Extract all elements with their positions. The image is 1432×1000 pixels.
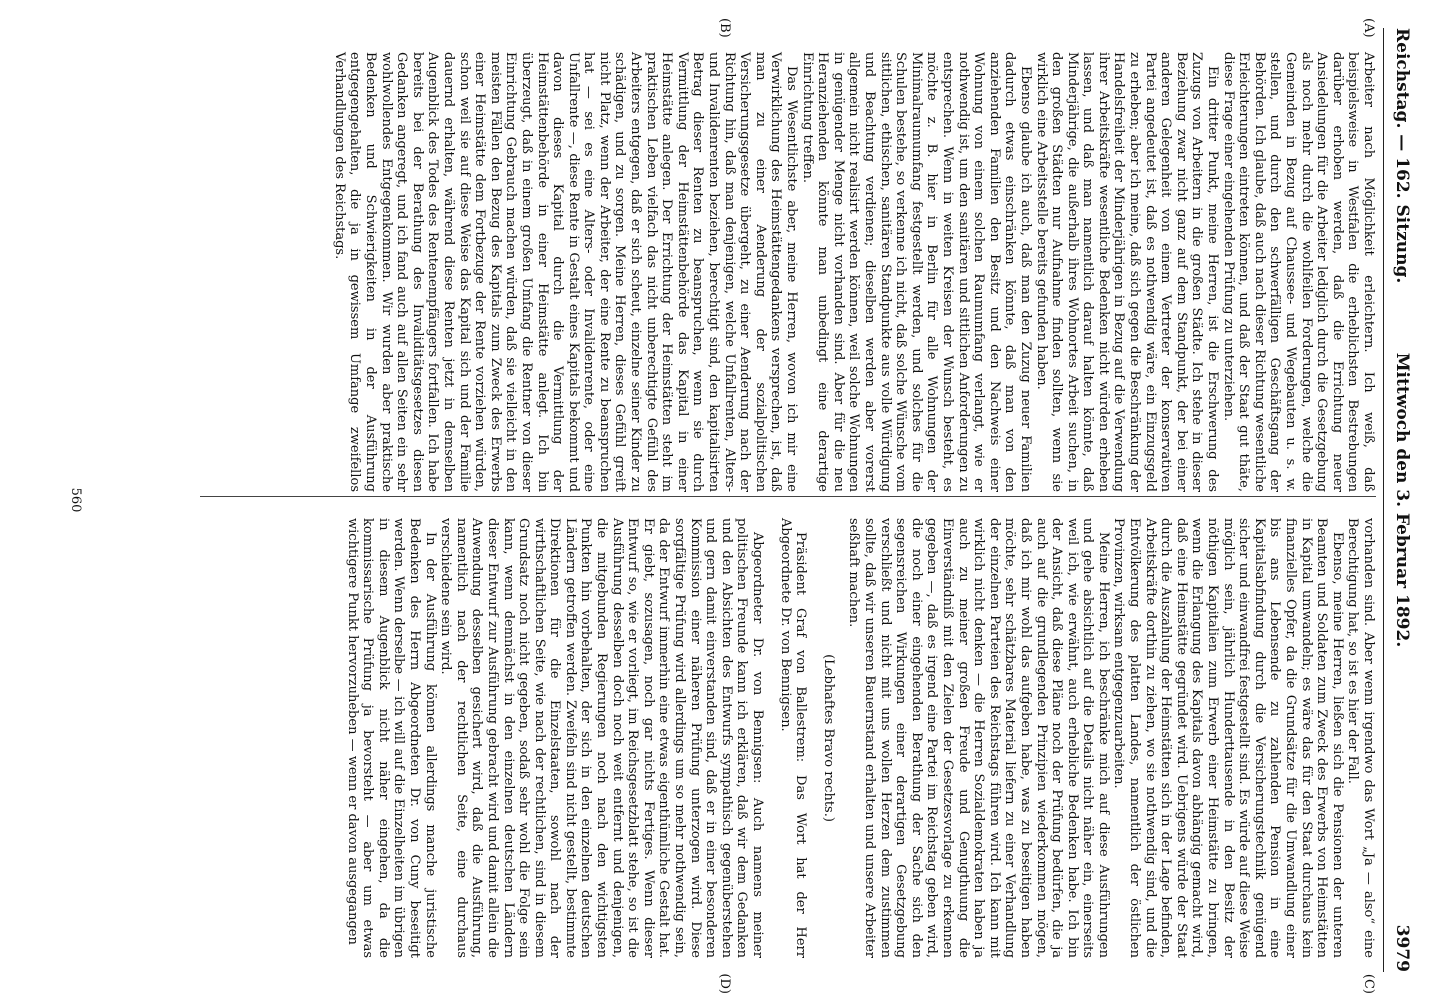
left-paragraph: Ein dritter Punkt, meine Herren, ist die Erschwerung des Zuzugs von Arbeitern in die großen Städte. Ich stehe in dieser Beziehung zwar nicht ganz auf dem Standpunkt, der bei einer anderen Gelegenheit von einem Vertreter der konservativen Partei angedeutet ist, daß es nothwendig wäre, ein Einzugsgeld zu erheben; aber ich meine, daß sich gegen die Beschränkung der Handelsfreiheit der Minderjährigen in Bezug auf die Verwendung ihrer Arbeitskräfte wesentliche Bedenken nicht würden erheben lassen, und daß man namentlich darauf halten könnte, daß Minderjährige, die außerhalb ihres Wohnortes Arbeit suchen, in den großen Städten nur Aufnahme finden sollten, wenn sie wirklich eine Arbeitsstelle bereits gefunden haben. (1033, 52, 1221, 492)
left-paragraph: Ebenso glaube ich auch, daß man den Zuzug neuer Familien dadurch etwas einschränken könnte, daß man von den anziehenden Familien den Besitz und den Nachweis einer Wohnung von einem solchen Raumumfang verlangt, wie er nothwendig ist, um den sanitären und sittlichen Anforderungen zu entsprechen. Wenn in weiten Kreisen der Wunsch besteht, es möchte z. B. hier in Berlin für alle Wohnungen der Minimalraumumfang festgestellt werden, und solches für die Schulen bestehe, so verkenne ich nicht, daß solche Wünsche vom sittlichen, ethischen, sanitären Standpunkte aus volle Würdigung und Beachtung verdienen; dieselben werden aber vorerst allgemein nicht realisirt werden können, weil solche Wohnungen in genügender Menge nicht vorhanden sind. Aber für die neu Heranziehenden könnte man unbedingt eine derartige Einrichtung treffen. (799, 52, 1033, 492)
footer-page-number: 560 (68, 487, 83, 513)
margin-mark-b: (B) (717, 18, 732, 38)
right-paragraph: Meine Herren, ich beschränke mich auf diese Ausführungen und gehe absichtlich auf die Details nicht näher ein, einerseits weil ich, wie erwähnt, auch erhebliche Bedenken habe. Ich bin der Ansicht, daß diese Pläne noch der Prüfung bedürfen, die ja auch auf die grundlegenden Prinzipien wiederkommen mögen, daß ich mir wohl das aufgeben habe, was zu beseitigen haben möchte, sehr schätzbares Material liefern zu einer Verhandlung der einzelnen Parteien des Reichstags führen wird. Ich kann mit wirklich nicht denken — die Herren Sozialdemokraten haben ja auch zu meiner großen Freude und Genugthuung die Einverständniß mit den Zielen der Gesetzesvorlage zu erkennen gegeben —, daß es irgend eine Partei im Reichstag geben wird, die noch einer eingehenden Berathung der Sache sich den segensreichen Wirkungen einer derartigen Gesetzgebung verschließt und nicht mit uns wollen Herzen dem zustimmen sollte, daß wir unseren Bauernstand erhalten und unsere Arbeiter seßhaft machen. (846, 518, 1111, 958)
right-paragraph: In der Ausführung können allerdings manche juristische Bedenken des Herrn Abgeordneten Dr. von Cuny beseitigt werden. Wenn derselbe — ich will auf die Einzelheiten im übrigen in diesem Augenblick nicht näher eingehen, da die kommissarische Prüfung ja bevorsteht — aber um etwas wichtigere Punkt hervorzuheben — wenn er davon ausgegangen (344, 518, 438, 958)
header-date: Mittwoch den 3. Februar 1892. (1392, 352, 1412, 648)
right-paragraph: vorhanden sind. Aber wenn irgendwo das Wort „Ja — also“ eine Berechtigung hat, so ist es hier der Fall. (1345, 518, 1376, 958)
left-paragraph: Arbeiter nach Möglichkeit erleichtern. Ich weiß, daß beispielsweise in Westfalen die erheblichsten Bestrebungen darüber erhoben werden, daß die Errichtung neuer Ansiedelungen für die Arbeiter lediglich durch die Gesetzgebung als noch mehr durch die wohlfeilen Forderungen, welche die Gemeinden in Bezug auf Chaussee- und Wegebauten u. s. w. stellen, und durch den schwerfälligen Geschäftsgang der Behörden. Ich glaube, daß auch nach dieser Richtung wesentliche Erleichterungen eintreten können, und daß der Staat gut thäte, diese Frage einer eingehenden Prüfung zu unterziehen. (1220, 52, 1376, 492)
president-statement: Präsident Graf von Ballestrem: Das Wort hat der Herr Abgeordnete Dr. von Bennigsen. (777, 518, 809, 958)
left-paragraph: Das Wesentlichste aber, meine Herren, wovon ich mir eine Verwirklichung des Heimstättengedankens versprechen, ist, daß man zu einer Aenderung der sozialpolitischen Versicherungsgesetze übergeht, zu einer Aenderung nach der Richtung hin, daß man denjenigen, welche Unfallrenten, Alters- und Invalidenrenten beziehen, berechtigt sind, den kapitalisirten Betrag dieser Renten zu beanspruchen, wenn sie durch Vermittlung der Heimstättenbehörde das Kapital in einer Heimstätte anlegen. Der Errichtung der Heimstätten steht im praktischen Leben vielfach das nicht unberechtigte Gefühl des Arbeiters entgegen, daß er sich scheut, einzelne seiner Kinder zu schädigen, und zu sorgen. Meine Herren, dieses Gefühl greift nicht Platz, wenn der Arbeiter, der eine Rente zu beanspruchen hat — sei es eine Alters- oder Invalidenrente, oder eine Unfallrente —, diese Rente in Gestalt eines Kapitals bekommt und davon dieses Kapital durch die Vermittlung der Heimstättenbehörde in einer Heimstätte anlegt. Ich bin überzeugt, daß in einem großen Umfang die Rentner von dieser Einrichtung Gebrauch machen würden, daß sie vielleicht in den meisten Fällen den Bezug des Kapitals zum Zweck des Erwerbs einer Heimstätte dem Fortbezuge der Rente vorziehen würden, schon weil sie auf diese Weise das Kapital sich und der Familie dauernd erhalten, während diese Renten jetzt in demselben Augenblick des Todes des Rentenempfängers fortfallen. Ich habe bereits bei der Berathung des Invaliditätsgesetzes diesen Gedanken angeregt, und ich fand auch auf allen Seiten ein sehr wohlwollendes Entgegenkommen. Wir wurden aber praktische Bedenken und Schwierigkeiten in der Ausführung entgegengehalten, die ja in gewissem Umfange zweifellos Verhandlungen des Reichstags. (331, 52, 800, 492)
header-rule (1383, 28, 1384, 972)
header-session: Reichstag. — 162. Sitzung. (1392, 28, 1412, 284)
margin-mark-a: (A) (1361, 18, 1376, 38)
column-divider (200, 496, 1376, 497)
margin-mark-d: (D) (717, 973, 732, 994)
header-page-number: 3979 (1392, 924, 1412, 972)
applause-note: (Lebhaftes Bravo rechts.) (820, 654, 836, 822)
bennigsen-speech: Abgeordneter Dr. von Bennigsen: Auch namens meiner politischen Freunde kann ich erklären, daß wir dem Gedanken und den Absichten des Entwurfs sympathisch gegenüberstehen und gern damit einverstanden sind, daß er in einer besonderen Kommission einer näheren Prüfung unterzogen wird. Diese sorgfältige Prüfung wird allerdings um so mehr nothwendig sein, da der Entwurf immerhin eine etwas eigenthümliche Gestalt hat. Er giebt, sozusagen, noch gar nichts Fertiges. Wenn dieser Entwurf so, wie er vorliegt, im Reichsgesetzblatt stehe, so ist die Ausführung desselben doch noch weit entfernt und denjenigen, die mitgebunden Regierungen noch nach den wichtigsten Punkten hin vorbehalten, der sich in den einzelnen deutschen Ländern getroffen werden. Zweifeln sind nicht gestellt, bestimmte Direktionen für die Einzelstaaten, sowohl nach der wirthschaftlichen Seite, wie nach der rechtlichen, sind in diesem Grundsatz noch nicht gegeben, sodaß sehr wohl die Folge sein kann, wenn demnächst in den einzelnen deutschen Ländern dieser Entwurf zur Ausführung gebracht wird und damit allein die Anwendung desselben gesichert wird, daß die Ausführung, namentlich nach der rechtlichen Seite, eine durchaus verschiedene sein wird. (438, 518, 766, 958)
margin-mark-c: (C) (1361, 973, 1376, 994)
page-header (1388, 28, 1412, 972)
left-column (331, 52, 1376, 492)
right-column (344, 518, 1376, 958)
right-paragraph: Ebenso, meine Herren, ließen sich die Pensionen der unteren Beamten und Soldaten zum Zweck des Erwerbs von Heimstätten in Kapital umwandeln; es wäre das für den Staat durchaus kein finanzielles Opfer, da die Grundsätze für die Umwandlung einer bis ans Lebensende zu zahlenden Pension in eine Kapitalsabfindung durch die Versicherungstechnik genügend sicher und einwandfrei festgestellt sind. Es würde auf diese Weise möglich sein, jährlich Hunderttausende in den Besitz der nöthigen Kapitalien zum Erwerb einer Heimstätte zu bringen, wenn die Erlangung des Kapitals davon abhängig gemacht wird, daß eine Heimstätte gegründet wird. Uebrigens würde der Staat durch die Auszahlung der Heimstätten sich in der Lage befinden, Arbeitskräfte dorthin zu ziehen, wo sie nothwendig sind, und die Entvölkerung des platten Landes, namentlich der östlichen Provinzen, wirksam entgegenzuarbeiten. (1111, 518, 1345, 958)
